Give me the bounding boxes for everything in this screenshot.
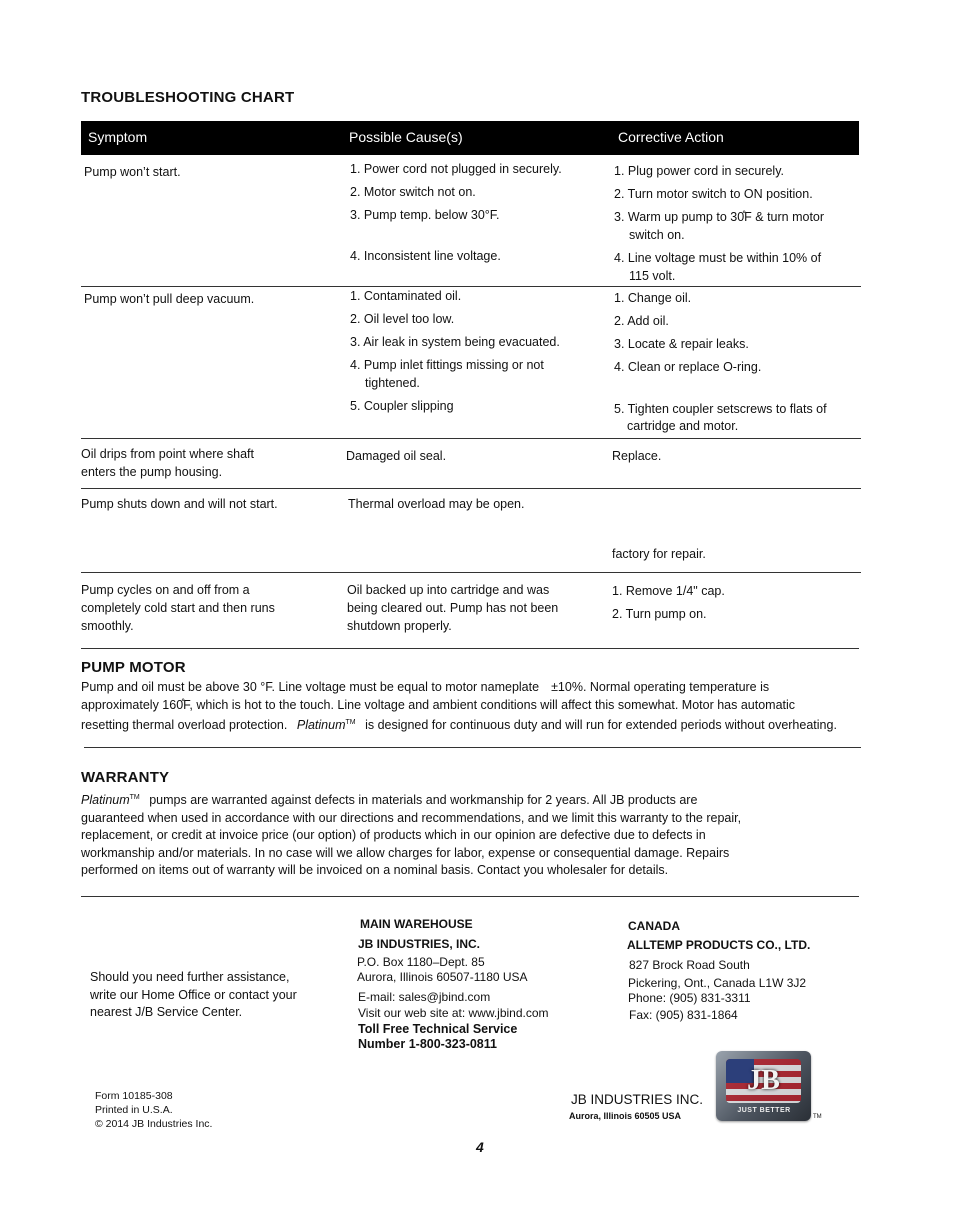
- row4-symptom: Pump shuts down and will not start.: [81, 497, 278, 511]
- page-number: 4: [476, 1139, 484, 1155]
- row2-cause: 4. Pump inlet fittings missing or not: [350, 358, 544, 372]
- row1-action: 4. Line voltage must be within 10% of: [614, 251, 822, 265]
- canada-fax: Fax: (905) 831-1864: [629, 1008, 738, 1022]
- row1-cause: 3. Pump temp. below 30°F.: [350, 208, 500, 222]
- row3-cause: Damaged oil seal.: [346, 449, 447, 463]
- logo-tm: TM: [813, 1114, 822, 1120]
- row4-action: factory for repair.: [612, 547, 706, 561]
- warranty-text: Platinum™ pumps are warranted against defects in materials and workmanship for 2 years. All JB products are guaranteed when used in accordance with our directions and recommendations, and we limit this warranty to the repair, replacement, or credit at invoice price (our option) of products which in our opinion are defective due to defects in workmanship and/or materials. In no case will we allow charges for labor, expense or consequential damage. Repairs performed on items out of warranty will be invoiced on a nominal basis. Contact you wholesaler for details.: [81, 793, 742, 878]
- row-divider: [81, 572, 861, 573]
- row1-cause: 2. Motor switch not on.: [350, 185, 476, 199]
- row-divider: [81, 438, 861, 439]
- row3-action: Replace.: [612, 449, 662, 463]
- main-company: JB INDUSTRIES, INC.: [358, 937, 481, 951]
- section-divider: [81, 648, 859, 649]
- row2-action: 1. Change oil.: [614, 291, 692, 305]
- table-header: [81, 121, 859, 155]
- canada-city: Pickering, Ont., Canada L1W 3J2: [628, 976, 807, 990]
- header-action: Corrective Action: [618, 129, 724, 145]
- main-warehouse-heading: MAIN WAREHOUSE: [360, 917, 473, 931]
- row-divider: [81, 488, 861, 489]
- footer-company-city: Aurora, Illinois 60505 USA: [569, 1111, 682, 1121]
- row2-action: 3. Locate & repair leaks.: [614, 337, 749, 351]
- canada-heading: CANADA: [628, 919, 680, 933]
- row1-action: switch on.: [629, 228, 685, 242]
- footer-company: JB INDUSTRIES INC.: [571, 1092, 704, 1107]
- row2-cause: 3. Air leak in system being evacuated.: [350, 335, 560, 349]
- logo-tagline: JUST BETTER: [737, 1107, 791, 1114]
- canada-company: ALLTEMP PRODUCTS CO., LTD.: [627, 938, 811, 952]
- canada-street: 827 Brock Road South: [629, 958, 750, 972]
- row4-cause: Thermal overload may be open.: [348, 497, 525, 511]
- row2-action: 2. Add oil.: [614, 314, 669, 328]
- header-symptom: Symptom: [88, 129, 148, 145]
- form-info: Form 10185-308 Printed in U.S.A. © 2014 JB Industries Inc.: [95, 1090, 213, 1130]
- assist-text: Should you need further assistance, write our Home Office or contact your nearest J/B Service Center.: [90, 970, 297, 1019]
- row1-action: 1. Plug power cord in securely.: [614, 164, 784, 178]
- row1-cause: 1. Power cord not plugged in securely.: [350, 162, 562, 176]
- row2-action: 4. Clean or replace O-ring.: [614, 360, 762, 374]
- pump-motor-title: PUMP MOTOR: [81, 659, 186, 676]
- row1-action: 2. Turn motor switch to ON position.: [614, 187, 813, 201]
- main-web[interactable]: Visit our web site at: www.jbind.com: [358, 1006, 549, 1020]
- row1-cause: 4. Inconsistent line voltage.: [350, 249, 501, 263]
- row1-action: 3. Warm up pump to 30̊F & turn motor: [614, 210, 825, 224]
- logo-letters: JB: [747, 1065, 780, 1096]
- row-divider: [81, 286, 861, 287]
- row5-symptom: Pump cycles on and off from a: [81, 583, 250, 597]
- row2-cause: 1. Contaminated oil.: [350, 289, 462, 303]
- canada-phone: Phone: (905) 831-3311: [628, 991, 751, 1005]
- row1-symptom: Pump won’t start.: [84, 165, 181, 179]
- pump-motor-text: Pump and oil must be above 30 °F. Line voltage must be equal to motor nameplate ±10%. Normal operating temperature is approximately 160̊F, which is hot to the touch. Line voltage and ambient conditions will affect this somewhat. Motor has automatic resetting thermal overload protection. Platinum™ is designed for continuous duty and will run for extended periods without overheating.: [81, 680, 837, 733]
- header-causes: Possible Cause(s): [349, 129, 463, 145]
- row2-cause: tightened.: [365, 376, 420, 390]
- row2-action: 5. Tighten coupler setscrews to flats of: [614, 402, 827, 416]
- row2-cause: 5. Coupler slipping: [350, 399, 454, 413]
- row5-cause: shutdown properly.: [347, 619, 452, 633]
- row3-symptom: Oil drips from point where shaft: [81, 447, 254, 461]
- main-city: Aurora, Illinois 60507-1180 USA: [357, 970, 528, 984]
- jb-logo: [716, 1051, 811, 1121]
- section-divider: [81, 896, 859, 897]
- main-toll-number: Number 1-800-323-0811: [358, 1037, 497, 1051]
- row5-symptom: completely cold start and then runs: [81, 601, 275, 615]
- section-divider: [84, 747, 861, 748]
- row5-cause: being cleared out. Pump has not been: [347, 601, 559, 615]
- row5-action: 2. Turn pump on.: [612, 607, 707, 621]
- main-email[interactable]: E-mail: sales@jbind.com: [358, 990, 491, 1004]
- row1-action: 115 volt.: [629, 269, 676, 283]
- row5-cause: Oil backed up into cartridge and was: [347, 583, 550, 597]
- warranty-title: WARRANTY: [81, 769, 170, 786]
- main-po: P.O. Box 1180–Dept. 85: [357, 955, 485, 969]
- main-toll-label: Toll Free Technical Service: [358, 1022, 518, 1036]
- row2-action: cartridge and motor.: [627, 419, 739, 433]
- row2-symptom: Pump won’t pull deep vacuum.: [84, 292, 255, 306]
- troubleshooting-title: TROUBLESHOOTING CHART: [81, 89, 295, 106]
- row5-symptom: smoothly.: [81, 619, 134, 633]
- row3-symptom: enters the pump housing.: [81, 465, 223, 479]
- row2-cause: 2. Oil level too low.: [350, 312, 455, 326]
- row5-action: 1. Remove 1/4" cap.: [612, 584, 725, 598]
